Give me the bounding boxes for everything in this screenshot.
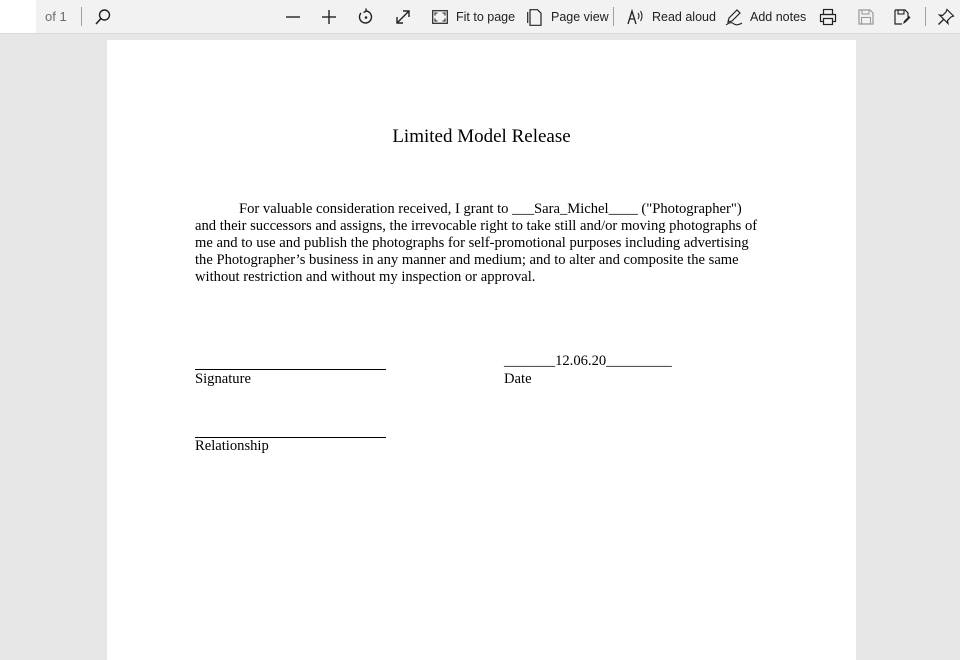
fit-to-page-button[interactable]	[431, 5, 515, 29]
zoom-in-icon[interactable]	[318, 6, 340, 28]
search-icon[interactable]	[92, 6, 114, 28]
document-title: Limited Model Release	[392, 126, 571, 147]
read-aloud-button[interactable]	[627, 5, 716, 29]
date-value: _______12.06.20_________	[504, 353, 672, 369]
page-view-label: Page view	[551, 10, 609, 24]
pen-icon	[725, 8, 743, 26]
toolbar-divider	[925, 7, 926, 26]
save-icon[interactable]	[855, 6, 877, 28]
signature-label: Signature	[195, 371, 251, 387]
fit-to-page-label: Fit to page	[456, 10, 516, 24]
paragraph-line: the Photographer’s business in any manner and medium; and to alter and composite the same	[195, 252, 739, 268]
page-count-label: of 1	[45, 9, 67, 24]
fit-to-page-icon	[431, 8, 449, 26]
page-view-button[interactable]	[526, 5, 609, 29]
paragraph-line: me and to use and publish the photographs for self-promotional purposes including advertising	[195, 235, 749, 251]
toolbar-divider	[613, 7, 614, 26]
page-number-input[interactable]	[0, 0, 36, 33]
add-notes-label: Add notes	[750, 10, 807, 24]
pin-icon[interactable]	[935, 6, 957, 28]
pdf-page	[107, 40, 856, 660]
relationship-label: Relationship	[195, 438, 269, 454]
read-aloud-label: Read aloud	[652, 10, 716, 24]
signature-rule	[195, 369, 386, 370]
print-icon[interactable]	[817, 6, 839, 28]
add-notes-button[interactable]	[725, 5, 806, 29]
pdf-toolbar	[0, 0, 960, 34]
zoom-out-icon[interactable]	[282, 6, 304, 28]
page-view-icon	[526, 8, 544, 26]
read-aloud-icon	[627, 8, 645, 26]
save-as-icon[interactable]	[891, 6, 913, 28]
release-paragraph	[195, 201, 767, 286]
paragraph-line: For valuable consideration received, I grant to ___Sara_Michel____ ("Photographer")	[239, 201, 742, 217]
date-label: Date	[504, 371, 532, 387]
paragraph-line: without restriction and without my inspection or approval.	[195, 269, 536, 285]
toolbar-divider	[81, 7, 82, 26]
full-screen-icon[interactable]	[392, 6, 414, 28]
rotate-icon[interactable]	[355, 6, 377, 28]
paragraph-line: and their successors and assigns, the irrevocable right to take still and/or moving photographs of	[195, 218, 758, 234]
document-viewer[interactable]	[0, 34, 960, 640]
